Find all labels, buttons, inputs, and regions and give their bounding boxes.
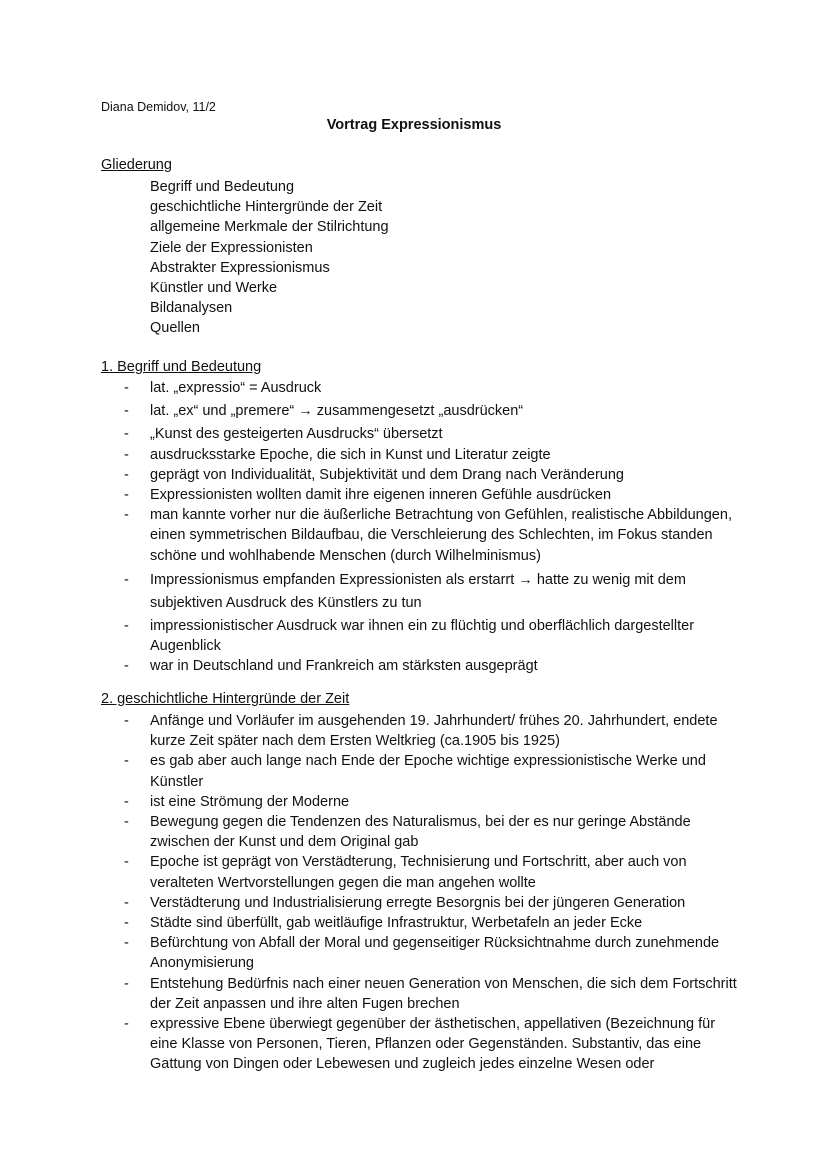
bullet-marker: - — [124, 793, 129, 810]
bullet-text: Expressionisten wollten damit ihre eigenen inneren Gefühle ausdrücken — [150, 487, 612, 504]
bullet-item — [0, 711, 740, 751]
bullet-item — [0, 751, 740, 791]
bullet-item — [0, 616, 740, 656]
bullet-text: man kannte vorher nur die äußerliche Betrachtung von Gefühlen, realistische Abbildungen, einen symmetrischen Bildaufbau, die Verschleierung des Schlechten, im Fokus standen schöne und wohlhabende Menschen (durch Wilhelminismus) — [150, 507, 732, 564]
bullet-item — [0, 1014, 740, 1075]
outline-list — [150, 177, 389, 339]
section-2-heading: 2. geschichtliche Hintergründe der Zeit — [101, 691, 350, 707]
bullet-text: lat. „expressio“ = Ausdruck — [150, 380, 322, 396]
bullet-text: Bewegung gegen die Tendenzen des Naturalismus, bei der es nur geringe Abstände zwischen der Kunst und dem Original gab — [150, 814, 691, 851]
section-1-bullet-list — [0, 378, 740, 676]
bullet-item — [0, 913, 740, 933]
outline-item: allgemeine Merkmale der Stilrichtung — [150, 219, 389, 236]
bullet-text: ausdrucksstarke Epoche, die sich in Kunst und Literatur zeigte — [150, 446, 551, 463]
bullet-marker: - — [124, 617, 129, 634]
bullet-text: impressionistischer Ausdruck war ihnen ein zu flüchtig und oberflächlich dargestellter Augenblick — [150, 617, 695, 655]
bullet-marker: - — [124, 658, 129, 675]
bullet-text: expressive Ebene überwiegt gegenüber der ästhetischen, appellativen (Bezeichnung für eine Klasse von Personen, Tieren, Pflanzen oder Gegenständen. Substantiv, das eine Gattung von Dingen oder Lebewesen und zugleich jedes einzelne Wesen oder — [150, 1016, 716, 1073]
outline-item: Begriff und Bedeutung — [150, 179, 295, 195]
bullet-marker: - — [124, 753, 129, 770]
bullet-text: es gab aber auch lange nach Ende der Epoche wichtige expressionistische Werke und Künstler — [150, 753, 706, 790]
bullet-marker: - — [124, 894, 129, 911]
bullet-text: lat. „ex“ und „premere“ → zusammengesetzt „ausdrücken“ — [150, 403, 524, 420]
bullet-text: Städte sind überfüllt, gab weitläufige Infrastruktur, Werbetafeln an jeder Ecke — [150, 915, 643, 932]
bullet-marker: - — [124, 571, 129, 588]
bullet-marker: - — [124, 975, 129, 992]
bullet-marker: - — [124, 487, 129, 504]
bullet-marker: - — [124, 446, 129, 463]
bullet-item — [0, 424, 740, 444]
bullet-text: geprägt von Individualität, Subjektivität und dem Drang nach Veränderung — [150, 466, 624, 483]
outline-item: Abstrakter Expressionismus — [150, 259, 330, 276]
bullet-text: Anfänge und Vorläufer im ausgehenden 19. Jahrhundert/ frühes 20. Jahrhundert, endete kurze Zeit später nach dem Ersten Weltkrieg (ca.1905 bis 1925) — [150, 713, 718, 750]
bullet-text: Befürchtung von Abfall der Moral und gegenseitiger Rücksichtnahme durch zunehmende Anonymisierung — [150, 935, 720, 972]
bullet-item — [0, 792, 740, 812]
bullet-item — [0, 465, 740, 485]
bullet-marker: - — [124, 814, 129, 831]
bullet-marker: - — [124, 935, 129, 952]
bullet-text: war in Deutschland und Frankreich am stärksten ausgeprägt — [150, 658, 538, 675]
bullet-item — [0, 485, 740, 505]
bullet-marker: - — [124, 713, 129, 729]
bullet-marker: - — [124, 915, 129, 932]
outline-item: Quellen — [150, 320, 200, 337]
author-line: Diana Demidov, 11/2 — [101, 100, 216, 114]
bullet-marker: - — [124, 426, 129, 443]
bullet-text: Entstehung Bedürfnis nach einer neuen Generation von Menschen, die sich dem Fortschritt der Zeit anpassen und ihre alten Fugen brechen — [150, 975, 737, 1012]
section-2-bullet-list — [0, 711, 740, 1075]
bullet-item — [0, 378, 740, 398]
outline-item: Künstler und Werke — [150, 279, 278, 296]
bullet-item — [0, 401, 740, 421]
bullet-marker: - — [124, 1016, 129, 1033]
bullet-text: „Kunst des gesteigerten Ausdrucks“ übersetzt — [150, 426, 443, 443]
bullet-text: Impressionismus empfanden Expressionisten als erstarrt → hatte zu wenig mit dem subjektiven Ausdruck des Künstlers zu tun — [150, 571, 686, 612]
bullet-item — [0, 656, 740, 676]
bullet-item — [0, 974, 740, 1014]
section-1-heading: 1. Begriff und Bedeutung — [101, 359, 262, 375]
bullet-item — [0, 893, 740, 913]
bullet-text: Epoche ist geprägt von Verstädterung, Technisierung und Fortschritt, aber auch von veralteten Wertvorstellungen gegen die man angehen wollte — [150, 854, 687, 891]
document-title: Vortrag Expressionismus — [326, 117, 502, 133]
bullet-marker: - — [124, 466, 129, 483]
bullet-text: ist eine Strömung der Moderne — [150, 793, 350, 810]
bullet-item — [0, 852, 740, 892]
outline-item: Ziele der Expressionisten — [150, 239, 313, 256]
bullet-item — [0, 933, 740, 973]
bullet-marker: - — [124, 403, 129, 420]
bullet-marker: - — [124, 380, 129, 396]
bullet-text: Verstädterung und Industrialisierung erregte Besorgnis bei der jüngeren Generation — [150, 894, 686, 911]
outline-item: Bildanalysen — [150, 300, 233, 317]
bullet-marker: - — [124, 854, 129, 871]
bullet-item — [0, 812, 740, 852]
outline-item: geschichtliche Hintergründe der Zeit — [150, 199, 383, 216]
outline-heading: Gliederung — [101, 157, 172, 173]
bullet-item — [0, 569, 740, 616]
bullet-item — [0, 445, 740, 465]
bullet-marker: - — [124, 507, 129, 524]
bullet-item — [0, 505, 740, 566]
